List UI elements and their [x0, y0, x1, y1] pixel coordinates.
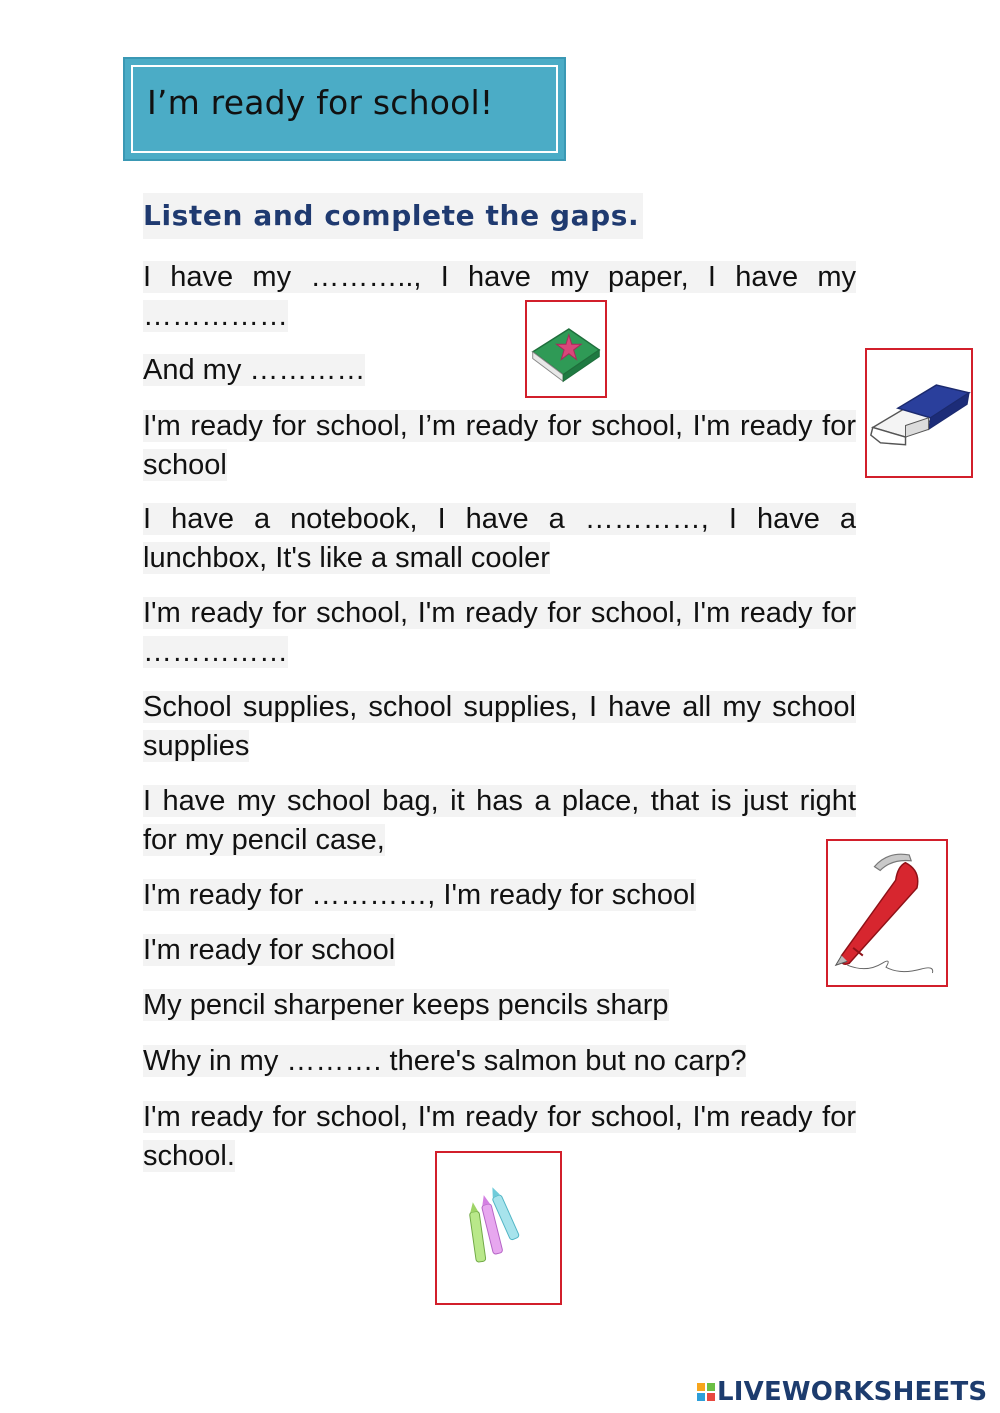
crayons-picture-frame	[435, 1151, 562, 1305]
book-picture-frame	[525, 300, 607, 398]
crayons-icon	[437, 1153, 560, 1303]
lyric-line: My pencil sharpener keeps pencils sharp	[143, 989, 669, 1021]
lyric-line: I have a notebook, I have a …………, I have a lunchbox, It's like a small cooler	[143, 503, 856, 574]
logo-icon	[697, 1383, 715, 1401]
brand-name: LIVEWORKSHEETS	[717, 1377, 988, 1407]
eraser-icon	[867, 350, 971, 476]
lyric-line: I have my school bag, it has a place, that is just right for my pencil case,	[143, 785, 856, 856]
lyric-line: I'm ready for school, I'm ready for school, I'm ready for school.	[143, 1101, 856, 1172]
lyric-line: I'm ready for school	[143, 934, 396, 966]
liveworksheets-logo	[697, 1377, 987, 1407]
lyric-line: School supplies, school supplies, I have all my school supplies	[143, 691, 856, 762]
lyric-line: And my …………	[143, 354, 366, 386]
lyric-line: I'm ready for school, I'm ready for school, I'm ready for ……………	[143, 597, 856, 668]
lyric-line: I'm ready for school, I’m ready for school, I'm ready for school	[143, 410, 856, 481]
pen-picture-frame	[826, 839, 948, 987]
lyric-line: I have my ……….., I have my paper, I have my ……………	[143, 261, 856, 332]
lyric-line: Why in my ………. there's salmon but no carp?	[143, 1045, 747, 1077]
lyric-line: I'm ready for …………, I'm ready for school	[143, 879, 696, 911]
book-icon	[527, 302, 605, 396]
page-title: I’m ready for school!	[147, 83, 494, 122]
eraser-picture-frame	[865, 348, 973, 478]
title-box	[123, 57, 566, 161]
pen-icon	[828, 841, 946, 985]
instruction-heading: Listen and complete the gaps.	[143, 193, 643, 239]
